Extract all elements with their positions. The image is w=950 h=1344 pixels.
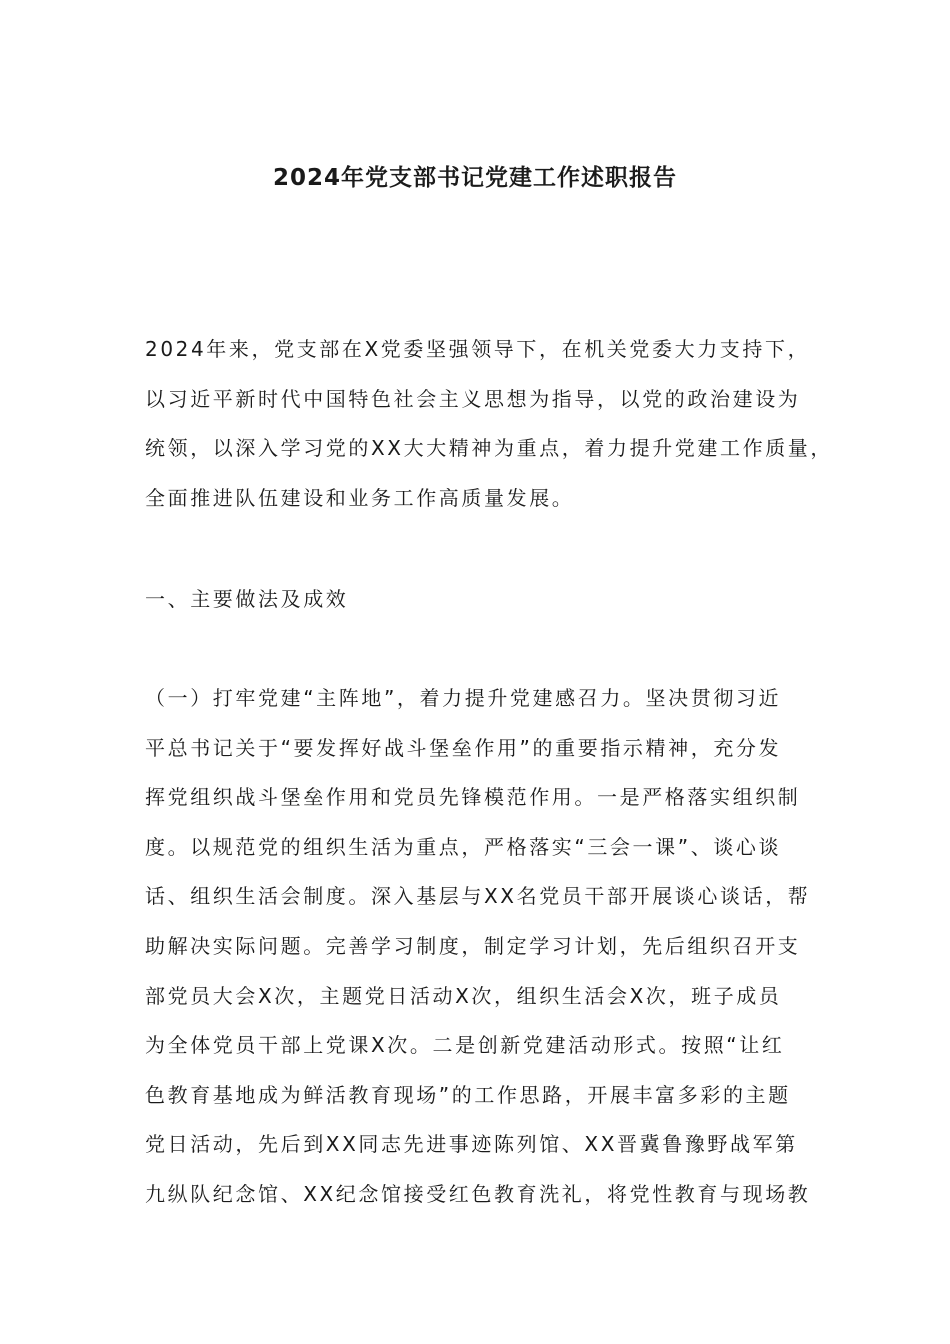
section-line: 挥党组织战斗堡垒作用和党员先锋模范作用。一是严格落实组织制: [145, 785, 801, 810]
section-line: 助解决实际问题。完善学习制度，制定学习计划，先后组织召开支: [145, 933, 801, 958]
section-line: 色教育基地成为鲜活教育现场”的工作思路，开展丰富多彩的主题: [145, 1082, 791, 1107]
intro-line: 以习近平新时代中国特色社会主义思想为指导，以党的政治建设为: [145, 386, 801, 411]
section-line: 为全体党员干部上党课X次。二是创新党建活动形式。按照“让红: [145, 1033, 785, 1058]
section-line: 度。以规范党的组织生活为重点，严格落实“三会一课”、谈心谈: [145, 834, 782, 859]
document-title: 2024年党支部书记党建工作述职报告: [272, 165, 677, 191]
section-line: 部党员大会X次，主题党日活动X次，组织生活会X次，班子成员: [145, 983, 782, 1008]
section-paragraph: [145, 674, 825, 1220]
intro-line: 统领，以深入学习党的XX大大精神为重点，着力提升党建工作质量，: [145, 436, 834, 461]
intro-line: 2024年来，党支部在X党委坚强领导下，在机关党委大力支持下，: [145, 337, 811, 361]
section-line: 平总书记关于“要发挥好战斗堡垒作用”的重要指示精神，充分发: [145, 735, 782, 760]
section-heading: 一、主要做法及成效: [145, 587, 349, 611]
section-line: （一）打牢党建“主阵地”，着力提升党建感召力。坚决贯彻习近: [145, 686, 782, 710]
section-heading-block: [145, 575, 825, 625]
intro-paragraph: [145, 325, 834, 523]
intro-line: 全面推进队伍建设和业务工作高质量发展。: [145, 485, 575, 510]
section-line: 话、组织生活会制度。深入基层与XX名党员干部开展谈心谈话，帮: [145, 884, 811, 909]
section-line: 党日活动，先后到XX同志先进事迹陈列馆、XX晋冀鲁豫野战军第: [145, 1132, 798, 1157]
section-line: 九纵队纪念馆、XX纪念馆接受红色教育洗礼，将党性教育与现场教: [145, 1181, 811, 1206]
